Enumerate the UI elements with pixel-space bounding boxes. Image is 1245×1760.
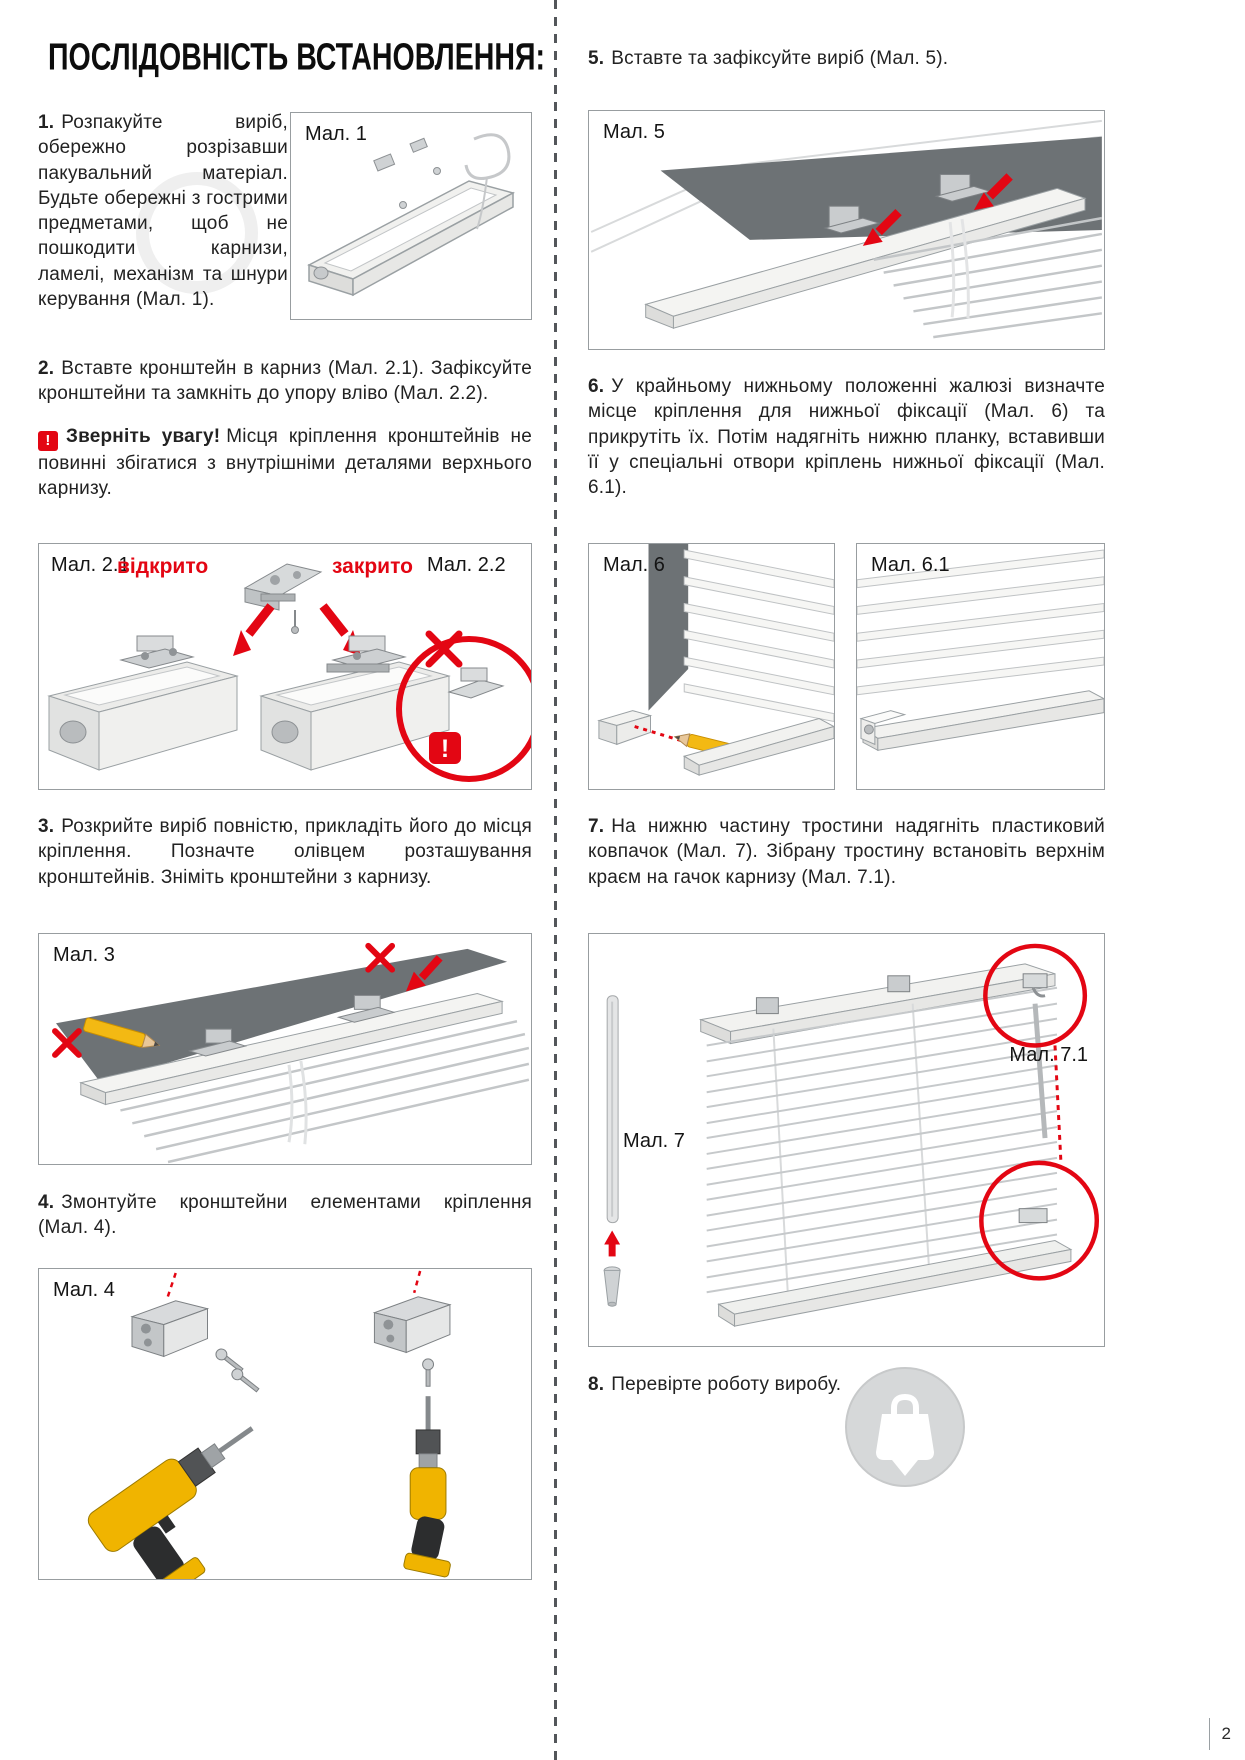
small-parts [374,138,441,208]
page-number-value: 2 [1221,1724,1231,1743]
figure-5-illustration [589,111,1104,349]
figure-2-illustration [39,544,531,789]
step-3 [38,814,532,890]
figure-4-label: Мал. 4 [53,1279,115,1301]
page-title: ПОСЛІДОВНІСТЬ ВСТАНОВЛЕННЯ: [48,36,546,79]
figure-6 [588,543,835,790]
cornice-open [49,636,237,770]
step-7 [588,814,1105,890]
page-number [1209,1718,1231,1750]
figure-6-label: Мал. 6 [603,554,665,576]
step-8-number: 8. [588,1374,605,1395]
step-5-number: 5. [588,48,605,69]
hanging-wand [1035,1004,1045,1138]
drill-icon-left [84,1410,304,1579]
figure-5 [588,110,1105,350]
guide-lines [168,1271,420,1297]
figure-2-2-label: Мал. 2.2 [427,554,506,576]
warning-icon: ! [38,431,58,451]
bottom-fixation-bracket [599,711,651,745]
step-8-text: Перевірте роботу виробу. [611,1374,842,1395]
ladder-cords [773,1004,929,1303]
up-arrow-icon [604,1231,620,1257]
figure-6-illustration [589,544,834,789]
warning-text: Місця кріплення кронштейнів не повинні збігатися з внутрішніми деталями верхнього карнизу. [38,426,532,500]
wand-cap [604,1267,620,1306]
figure-3-label: Мал. 3 [53,944,115,966]
warning-label: Зверніть увагу! [66,426,221,447]
step-6-text: У крайньому нижньому положенні жалюзі визначте місце кріплення для нижньої фіксації (Мал. 6) та прикрутіть їх. Потім надягніть нижню планку, вставивши її у спеціальні отвори кріплень нижньої фіксації (Мал. 6.1). [588,376,1105,499]
red-arrow-left [233,606,271,656]
step-1-text: Розпакуйте виріб, обережно розрізавши пакувальний матеріал. Будьте обережні з гострими предметами, щоб не пошкодити карнизи, ламелі, механізм та шнури керування (Мал. 1). [38,112,288,310]
step-3-text: Розкрийте виріб повністю, прикладіть його до місця кріплення. Позначте олівцем розташування кронштейнів. Зніміть кронштейни з карнизу. [38,816,532,888]
step-2-text: Вставте кронштейн в карниз (Мал. 2.1). Зафіксуйте кронштейни та замкніть до упору вліво (Мал. 2.2). [38,358,532,405]
step-2-warning [38,424,532,502]
figure-7-1-label: Мал. 7.1 [1009,1044,1088,1066]
figure-2 [38,543,532,790]
page-number-divider [1209,1718,1210,1750]
figure-6-1 [856,543,1105,790]
figure-5-label: Мал. 5 [603,121,665,143]
svg-text:!: ! [440,735,450,763]
step-7-text: На нижню частину тростини надягніть пластиковий ковпачок (Мал. 7). Зібрану тростину встановіть верхнім краєм на гачок карнизу (Мал. 7.1). [588,816,1105,888]
bottom-rail [863,691,1104,751]
step-3-number: 3. [38,816,55,837]
figure-3-illustration [39,934,531,1164]
bottom-rail [719,1241,1071,1327]
slats [684,550,834,722]
step-6 [588,374,1105,500]
figure-3 [38,933,532,1165]
open-label: відкрито [117,555,209,578]
closed-label: закрито [332,555,413,578]
figure-1 [290,112,532,320]
figure-4-illustration [39,1269,531,1579]
wall-bracket-right [374,1297,450,1353]
drill-icon-right [403,1396,451,1577]
figure-4 [38,1268,532,1580]
figure-6-1-illustration [857,544,1104,789]
step-4 [38,1190,532,1241]
step-2 [38,356,532,407]
step-6-number: 6. [588,376,605,397]
figure-2-1-label: Мал. 2.1 [51,554,130,576]
step-7-number: 7. [588,816,605,837]
bracket-wrong [449,668,503,698]
watermark-logo [842,1364,968,1490]
step-2-number: 2. [38,358,55,379]
step-1 [38,110,288,312]
figure-7-label: Мал. 7 [623,1130,685,1152]
figure-7 [588,933,1105,1347]
screw [423,1359,434,1386]
wall-bracket-left [132,1301,208,1357]
screw [230,1367,261,1395]
warning-exclamation-icon [429,732,461,764]
cap-detail [1019,1209,1047,1223]
figure-6-1-label: Мал. 6.1 [871,554,950,576]
step-1-number: 1. [38,112,55,133]
step-4-text: Змонтуйте кронштейни елементами кріплення (Мал. 4). [38,1192,532,1239]
tilt-wand [607,996,618,1223]
figure-1-label: Мал. 1 [305,123,367,145]
step-5-text: Вставте та зафіксуйте виріб (Мал. 5). [611,48,949,69]
step-5 [588,46,1105,71]
column-divider [554,0,557,1760]
step-4-number: 4. [38,1192,55,1213]
